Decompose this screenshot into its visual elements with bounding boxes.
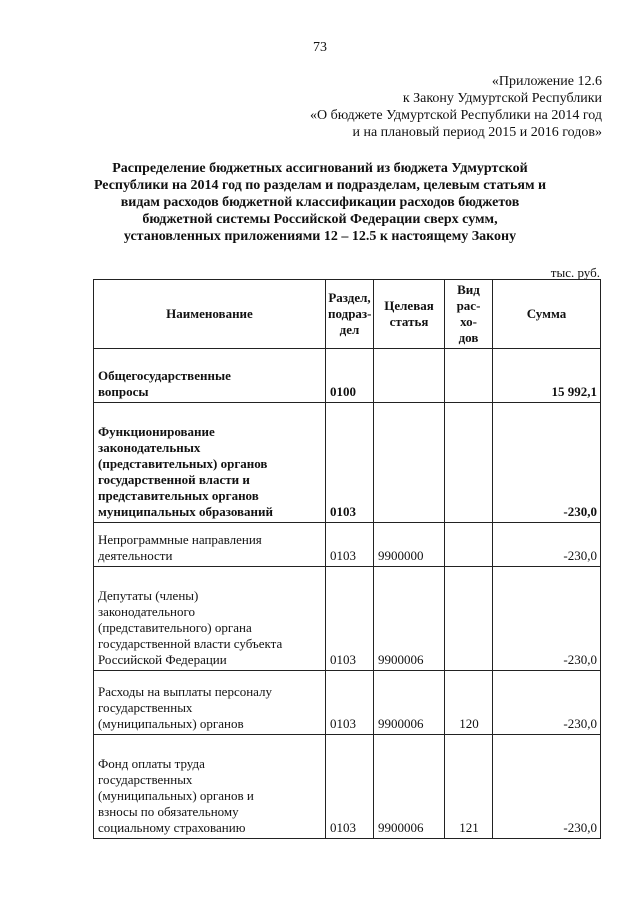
cell-expense — [445, 403, 493, 523]
name-line: муниципальных образований — [98, 504, 274, 519]
page-number: 73 — [313, 40, 327, 55]
name-line: вопросы — [98, 384, 149, 399]
cell-expense: 121 — [445, 735, 493, 839]
header-section-line: Раздел, — [328, 290, 371, 305]
name-line: Расходы на выплаты персоналу — [98, 684, 273, 699]
cell-sum: -230,0 — [493, 567, 601, 671]
cell-sum: -230,0 — [493, 523, 601, 567]
name-line: государственной власти и — [98, 472, 250, 487]
cell-name — [94, 567, 326, 671]
cell-sum: -230,0 — [493, 671, 601, 735]
cell-expense — [445, 523, 493, 567]
appendix-line: и на плановый период 2015 и 2016 годов» — [352, 125, 602, 140]
name-line: Фонд оплаты труда — [98, 756, 205, 771]
cell-section: 0103 — [326, 403, 374, 523]
cell-section: 0103 — [326, 567, 374, 671]
header-target — [374, 280, 445, 349]
header-expense-line: рас- — [456, 298, 481, 313]
name-line: Функционирование — [98, 424, 215, 439]
cell-target — [374, 349, 445, 403]
table-header-row — [94, 280, 601, 349]
header-expense-line: Вид — [457, 282, 480, 297]
table-row — [94, 349, 601, 403]
name-line: государственных — [98, 700, 193, 715]
cell-expense: 120 — [445, 671, 493, 735]
cell-target: 9900000 — [374, 523, 445, 567]
header-expense-line: дов — [458, 330, 479, 345]
header-section-line: дел — [339, 322, 360, 337]
name-line: социальному страхованию — [98, 820, 246, 835]
header-target-line: статья — [389, 314, 429, 329]
table-row — [94, 403, 601, 523]
name-line: (муниципальных) органов и — [98, 788, 254, 803]
name-line: представительных органов — [98, 488, 259, 503]
title-line: Республики на 2014 год по разделам и подразделам, целевым статьям и — [93, 178, 547, 193]
cell-target — [374, 403, 445, 523]
budget-table — [93, 279, 601, 839]
cell-section: 0103 — [326, 735, 374, 839]
appendix-line: к Закону Удмуртской Республики — [402, 91, 602, 106]
name-line: Российской Федерации — [98, 652, 227, 667]
name-line: (представительного) органа — [98, 620, 252, 635]
cell-name — [94, 671, 326, 735]
name-line: взносы по обязательному — [98, 804, 239, 819]
cell-expense — [445, 349, 493, 403]
name-line: (представительных) органов — [98, 456, 268, 471]
appendix-reference — [182, 73, 602, 141]
table-row — [94, 567, 601, 671]
appendix-line: «О бюджете Удмуртской Республики на 2014 год — [309, 108, 602, 123]
cell-expense — [445, 567, 493, 671]
table-row — [94, 523, 601, 567]
title-line: Распределение бюджетных ассигнований из бюджета Удмуртской — [112, 161, 528, 176]
cell-sum: -230,0 — [493, 403, 601, 523]
header-sum — [493, 280, 601, 349]
title-line: видам расходов бюджетной классификации расходов бюджетов — [120, 195, 520, 210]
cell-name — [94, 403, 326, 523]
name-line: Депутаты (члены) — [98, 588, 199, 603]
cell-section: 0100 — [326, 349, 374, 403]
cell-target: 9900006 — [374, 735, 445, 839]
header-section-line: подраз- — [328, 306, 372, 321]
name-line: (муниципальных) органов — [98, 716, 244, 731]
cell-sum: 15 992,1 — [493, 349, 601, 403]
appendix-line: «Приложение 12.6 — [491, 74, 602, 89]
cell-sum: -230,0 — [493, 735, 601, 839]
cell-target: 9900006 — [374, 671, 445, 735]
header-expense-line: хо- — [460, 314, 477, 329]
name-line: законодательных — [98, 440, 201, 455]
header-section — [326, 280, 374, 349]
header-target-line: Целевая — [384, 298, 434, 313]
cell-section: 0103 — [326, 523, 374, 567]
document-title — [60, 160, 580, 245]
title-line: бюджетной системы Российской Федерации сверх сумм, — [142, 212, 498, 227]
cell-name — [94, 523, 326, 567]
name-line: Общегосударственные — [98, 368, 231, 383]
cell-name — [94, 349, 326, 403]
name-line: государственных — [98, 772, 193, 787]
header-name — [94, 280, 326, 349]
units-label: тыс. руб. — [550, 265, 600, 280]
name-line: законодательного — [98, 604, 196, 619]
name-line: государственной власти субъекта — [98, 636, 283, 651]
name-line: деятельности — [98, 548, 173, 563]
header-expense — [445, 280, 493, 349]
header-sum-label: Сумма — [526, 306, 567, 321]
cell-section: 0103 — [326, 671, 374, 735]
name-line: Непрограммные направления — [98, 532, 262, 547]
cell-name — [94, 735, 326, 839]
title-line: установленных приложениями 12 – 12.5 к настоящему Закону — [123, 229, 517, 244]
header-name-label: Наименование — [166, 306, 253, 321]
table-row — [94, 735, 601, 839]
cell-target: 9900006 — [374, 567, 445, 671]
table-row — [94, 671, 601, 735]
